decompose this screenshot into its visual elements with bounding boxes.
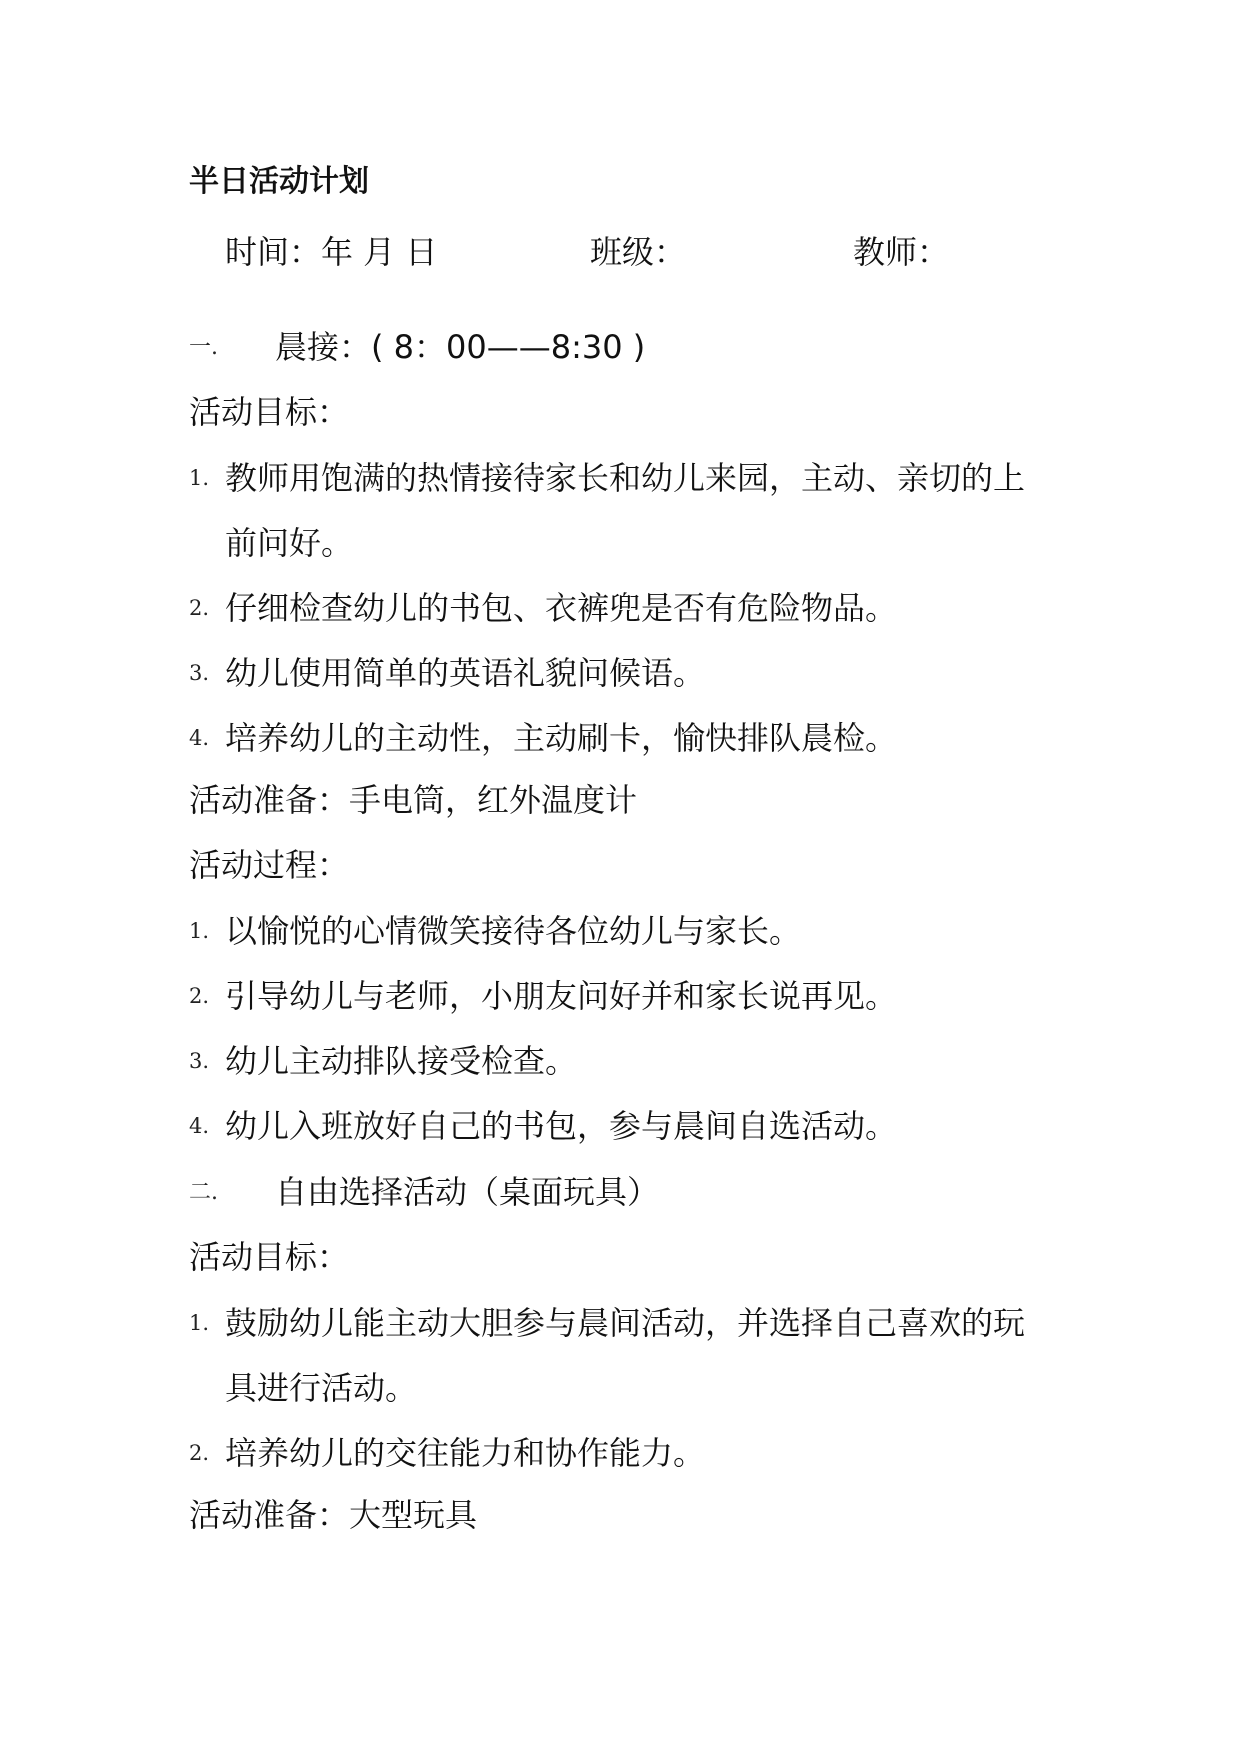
prep-line: 活动准备：手电筒，红外温度计 bbox=[189, 781, 638, 819]
list-item-number: 1. bbox=[189, 1311, 210, 1335]
meta-class: 班级： bbox=[590, 233, 687, 271]
meta-teacher: 教师： bbox=[853, 233, 950, 271]
list-item-number: 2. bbox=[189, 984, 210, 1008]
page-title: 半日活动计划 bbox=[189, 164, 369, 199]
list-item-number: 1. bbox=[189, 466, 210, 490]
section-title: 自由选择活动（桌面玩具） bbox=[275, 1173, 660, 1211]
list-item-text: 仔细检查幼儿的书包、衣裤兜是否有危险物品。 bbox=[225, 589, 898, 627]
meta-row bbox=[0, 230, 1241, 274]
process-label: 活动过程： bbox=[189, 846, 350, 884]
prep-line: 活动准备：大型玩具 bbox=[189, 1496, 478, 1534]
list-item-text: 鼓励幼儿能主动大胆参与晨间活动，并选择自己喜欢的玩具进行活动。 bbox=[225, 1304, 1026, 1407]
section-title: 晨接：( 8：00——8:30 ) bbox=[275, 328, 646, 366]
list-item-text: 培养幼儿的主动性，主动刷卡，愉快排队晨检。 bbox=[225, 719, 898, 757]
list-item-text: 幼儿入班放好自己的书包，参与晨间自选活动。 bbox=[225, 1107, 898, 1145]
list-item-number: 4. bbox=[189, 726, 210, 750]
list-item-text: 以愉悦的心情微笑接待各位幼儿与家长。 bbox=[225, 912, 802, 950]
list-item-text: 幼儿主动排队接受检查。 bbox=[225, 1042, 578, 1080]
list-item-number: 2. bbox=[189, 596, 210, 620]
list-item-number: 3. bbox=[189, 661, 210, 685]
list-item-text: 引导幼儿与老师，小朋友问好并和家长说再见。 bbox=[225, 977, 898, 1015]
list-item-text: 幼儿使用简单的英语礼貌问候语。 bbox=[225, 654, 706, 692]
goals-label: 活动目标： bbox=[189, 393, 350, 431]
list-item-number: 1. bbox=[189, 919, 210, 943]
section-number: 一. bbox=[189, 335, 218, 360]
list-item-number: 2. bbox=[189, 1441, 210, 1465]
section-number: 二. bbox=[189, 1180, 218, 1205]
list-item-text: 培养幼儿的交往能力和协作能力。 bbox=[225, 1434, 706, 1472]
meta-time: 时间：年 月 日 bbox=[225, 233, 438, 271]
goals-label: 活动目标： bbox=[189, 1238, 350, 1276]
list-item-number: 3. bbox=[189, 1049, 210, 1073]
list-item-text: 教师用饱满的热情接待家长和幼儿来园，主动、亲切的上前问好。 bbox=[225, 459, 1026, 562]
list-item-number: 4. bbox=[189, 1114, 210, 1138]
